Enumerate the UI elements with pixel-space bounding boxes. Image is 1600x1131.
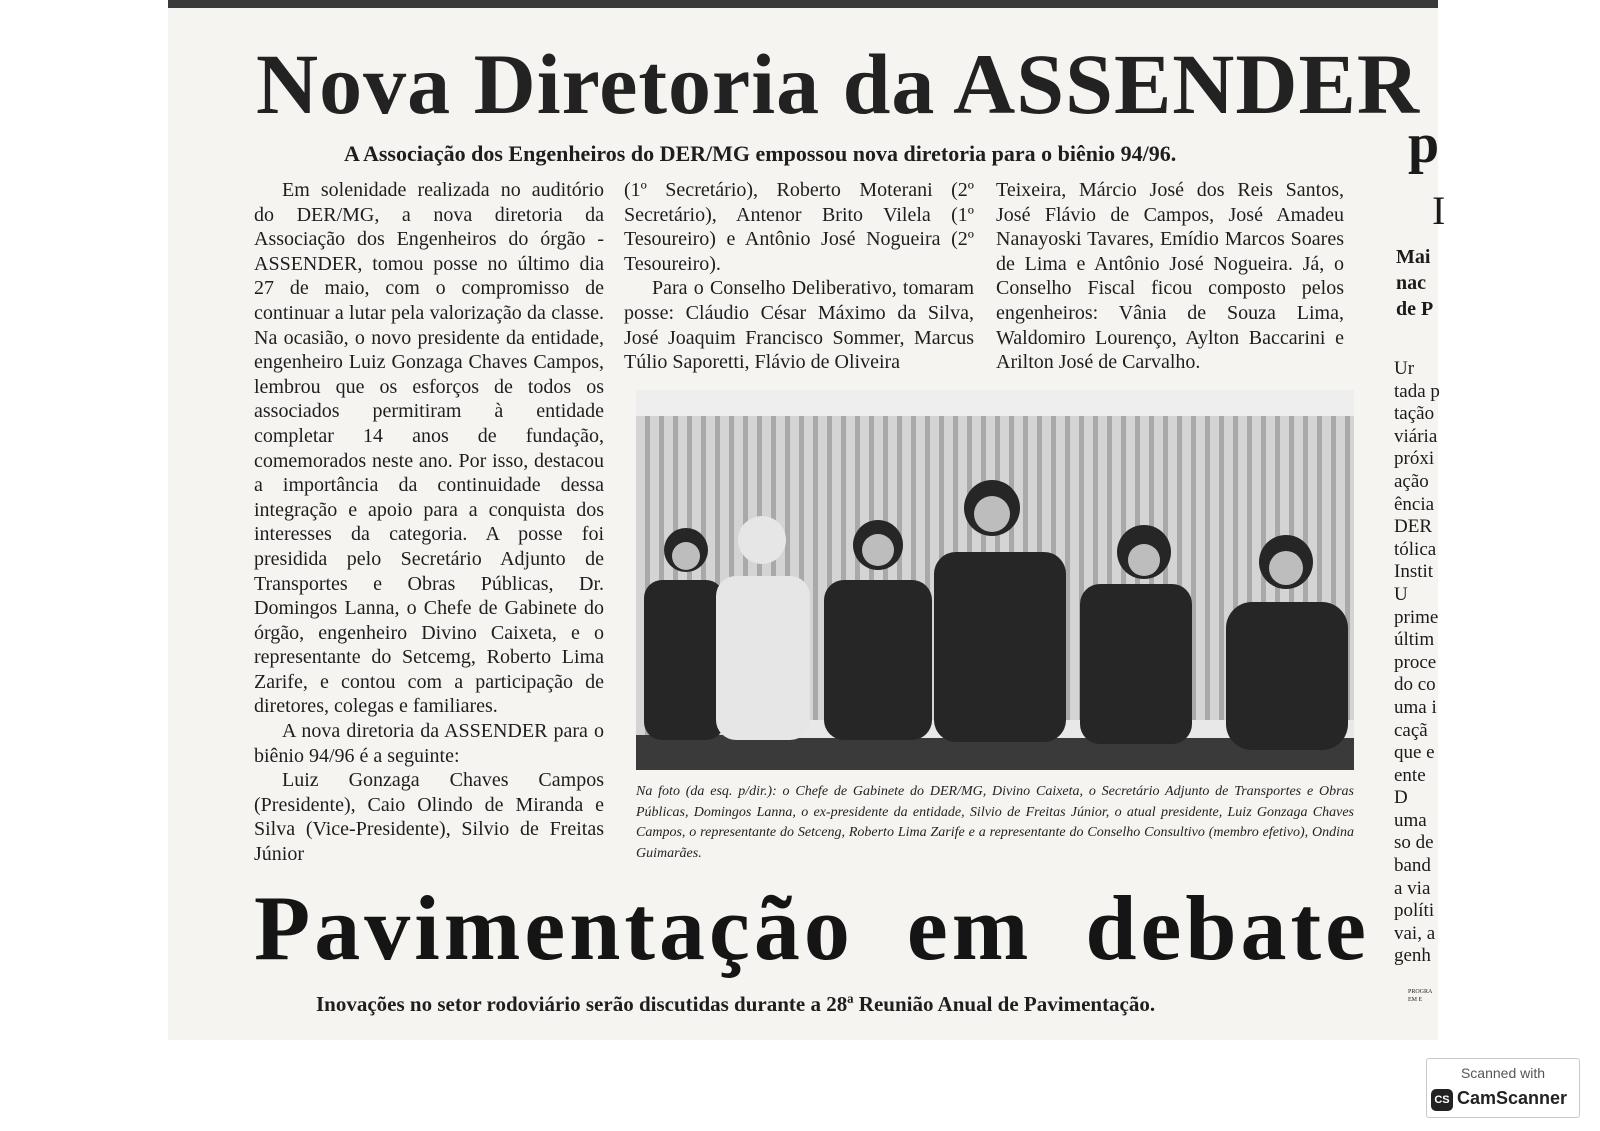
cut-off-body-line: tada p <box>1394 380 1440 402</box>
cut-off-body-line: ência <box>1394 493 1435 515</box>
cut-off-heading: p <box>1408 113 1440 175</box>
cut-off-body-line: uma i <box>1394 696 1437 718</box>
cut-off-body-line: proce <box>1394 651 1437 673</box>
article-paragraph: Para o Conselho Deliberativo, tomaram posse: Cláudio César Máximo da Silva, José Joaquim Francisco Sommer, Marcus Túlio Saporetti, Flávio de Oliveira <box>624 277 974 374</box>
cut-off-right-column <box>1394 100 1446 1040</box>
top-photo-strip <box>168 0 1438 8</box>
article-photo <box>636 390 1354 770</box>
photo-caption: Na foto (da esq. p/dir.): o Chefe de Gabinete do DER/MG, Divino Caixeta, o Secretário Adjunto de Transportes e Obras Públicas, Domingos Lanna, o ex-presidente da entidade, Silvio de Freitas Júnior, o atual presidente, Luiz Gonzaga Chaves Campos, o representante do Setceng, Roberto Lima Zarife e a representante do Conselho Consultivo (membro efetivo), Ondina Guimarães. <box>636 784 1354 861</box>
newspaper-page <box>168 0 1446 1040</box>
cut-off-footnote <box>1408 988 1432 1004</box>
cut-off-subheading-line: de P <box>1396 298 1434 320</box>
article-paragraph: Luiz Gonzaga Chaves Campos (Presidente), Caio Olindo de Miranda e Silva (Vice-Presidente), Silvio de Freitas Júnior <box>254 769 604 866</box>
cut-off-subheading-line: nac <box>1396 272 1426 294</box>
cut-off-body-line: tação <box>1394 403 1435 425</box>
cut-off-body-line: vai, a <box>1394 922 1436 944</box>
cut-off-footnote-line: PROGRA <box>1408 989 1433 995</box>
cut-off-body-line: tólica <box>1394 538 1437 560</box>
article-paragraph: Teixeira, Márcio José dos Reis Santos, José Flávio de Campos, José Amadeu Nanayoski Tavares, Emídio Marcos Soares de Lima e Antônio José Nogueira. Já, o Conselho Fiscal ficou composto pelos engenheiros: Vânia de Souza Lima, Waldomiro Lourenço, Aylton Baccarini e Arilton José de Carvalho. <box>996 179 1344 374</box>
cut-off-body-line: so de <box>1394 832 1434 854</box>
cut-off-body-line: a via <box>1394 877 1431 899</box>
watermark-line-2: CamScanner <box>1457 1088 1568 1108</box>
cut-off-body-line: políti <box>1394 900 1435 922</box>
article-paragraph: Em solenidade realizada no auditório do DER/MG, a nova diretoria da Associação dos Engenheiros do órgão - ASSENDER, tomou posse no último dia 27 de maio, com o compromisso de continuar a lutar pela valorização da classe. Na ocasião, o novo presidente da entidade, engenheiro Luiz Gonzaga Chaves Campos, lembrou que os esforços de todos os associados permitiram à entidade completar 14 anos de fundação, comemorados neste ano. Por isso, destacou a importância da continuidade dessa integração e apoio para a conquista dos interesses da categoria. A posse foi presidida pelo Secretário Adjunto de Transportes e Obras Públicas, Dr. Domingos Lanna, o Chefe de Gabinete do órgão, engenheiro Divino Caixeta, e o representante do Setcemg, Roberto Lima Zarife, e contou com a participação de diretores, colegas e familiares. <box>254 179 604 718</box>
cut-off-body-line: uma <box>1394 809 1427 831</box>
photo-illustration <box>636 390 1354 770</box>
cut-off-body <box>1394 358 1440 968</box>
cut-off-body-line: ação <box>1394 470 1429 492</box>
cut-off-body-line: prime <box>1394 606 1439 628</box>
article-headline: Nova Diretoria da ASSENDER <box>256 36 1420 132</box>
cut-off-body-line: band <box>1394 855 1431 877</box>
cut-off-body-line: últim <box>1394 629 1435 651</box>
second-article-headline: Pavimentação em debate <box>254 877 1370 979</box>
cut-off-footnote-line: EM E <box>1408 997 1423 1003</box>
article-column-1 <box>254 178 604 867</box>
camscanner-watermark <box>1426 1058 1580 1118</box>
article-paragraph: (1º Secretário), Roberto Moterani (2º Secretário), Antenor Brito Vilela (1º Tesoureiro) e Antônio José Nogueira (2º Tesoureiro). <box>624 179 974 275</box>
cut-off-body-line: Instit <box>1394 561 1434 583</box>
cut-off-heading-2: I <box>1432 188 1446 233</box>
cut-off-body-line: que e <box>1394 742 1435 764</box>
cut-off-body-line: viária <box>1394 425 1438 447</box>
cut-off-body-line: ente <box>1394 764 1426 786</box>
cut-off-body-line: U <box>1394 583 1408 605</box>
article-subheadline: A Associação dos Engenheiros do DER/MG empossou nova diretoria para o biênio 94/96. <box>344 141 1177 166</box>
cut-off-subheading <box>1396 244 1433 322</box>
cut-off-body-line: Ur <box>1394 358 1415 379</box>
watermark-line-1: Scanned with <box>1460 1065 1546 1081</box>
cut-off-subheading-line: Mai <box>1396 246 1431 268</box>
article-column-2 <box>624 178 974 375</box>
cut-off-body-line: D <box>1394 787 1408 809</box>
camscanner-logo-icon: CS <box>1431 1089 1453 1111</box>
cut-off-body-line: do co <box>1394 674 1436 696</box>
article-column-3 <box>996 178 1344 375</box>
cut-off-body-line: DER <box>1394 516 1432 538</box>
second-article-subheadline: Inovações no setor rodoviário serão discutidas durante a 28ª Reunião Anual de Pavimentação. <box>316 992 1156 1016</box>
article-paragraph: A nova diretoria da ASSENDER para o biênio 94/96 é a seguinte: <box>254 720 604 767</box>
cut-off-body-line: genh <box>1394 945 1431 967</box>
cut-off-body-line: próxi <box>1394 448 1435 470</box>
cut-off-body-line: caçã <box>1394 719 1428 741</box>
